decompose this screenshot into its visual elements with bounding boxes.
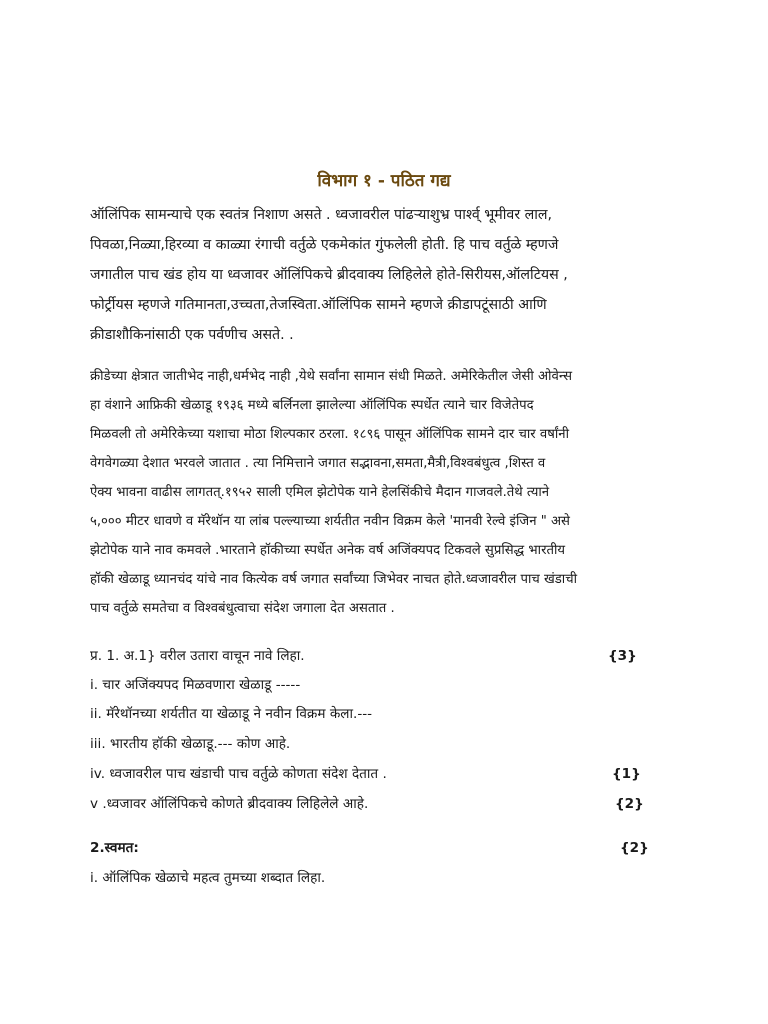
question-2-title: 2.स्वमत: [90, 840, 139, 856]
question-1-title: प्र. 1. अ.1} वरील उतारा वाचून नावे लिहा. [90, 648, 305, 664]
passage-line: जगातील पाच खंड होय या ध्वजावर ऑलिंपिकचे ब्रीदवाक्य लिहिलेले होते-सिरीयस,ऑलटियस , [90, 267, 568, 283]
passage-line: फोर्ट्रीयस म्हणजे गतिमानता,उच्चता,तेजस्विता.ऑलिंपिक सामने म्हणजे क्रीडापटूंसाठी आणि [90, 297, 547, 313]
passage-line: वेगवेगळ्या देशात भरवले जातात . त्या निमित्ताने जगात सद्भावना,समता,मैत्री,विश्वबंधुत्व ,शिस्त व [90, 456, 546, 471]
passage-line: ऑलिंपिक सामन्याचे एक स्वतंत्र निशाण असते . ध्वजावरील पांढऱ्याशुभ्र पार्श्व् भूमीवर लाल, [90, 207, 553, 223]
section-heading: विभाग १ - पठित गद्य [317, 171, 451, 191]
passage-line: क्रीडाशौकिनांसाठी एक पर्वणीच असते. . [90, 327, 294, 343]
passage-line: क्रीडेच्या क्षेत्रात जातीभेद नाही,धर्मभेद नाही ,येथे सर्वांना सामान संधी मिळते. अमेरिकेतील जेसी ओवेन्स [90, 369, 572, 384]
question-1-i: i. चार अजिंक्यपद मिळवणारा खेळाडू ----- [90, 677, 301, 693]
passage-paragraph-2 [90, 362, 690, 623]
question-1-iii: iii. भारतीय हॉकी खेळाडू.--- कोण आहे. [90, 736, 291, 752]
question-1-iv: iv. ध्वजावरील पाच खंडाची पाच वर्तुळे कोणता संदेश देतात . [90, 766, 387, 782]
question-2-i: i. ऑलिंपिक खेळाचे महत्व तुमच्या शब्दात लिहा. [90, 870, 326, 886]
question-1-marks: {3} [608, 648, 637, 664]
passage-line: हा वंशाने आफ्रिकी खेळाडू १९३६ मध्ये बर्लिनला झालेल्या ऑलिंपिक स्पर्धेत त्याने चार विजेतेपद [90, 398, 534, 413]
passage-line: झेटोपेक याने नाव कमवले .भारताने हॉकीच्या स्पर्धेत अनेक वर्ष अजिंक्यपद टिकवले सुप्रसिद्ध भारतीय [90, 543, 566, 558]
passage-line: पिवळा,निळ्या,हिरव्या व काळ्या रंगाची वर्तुळे एकमेकांत गुंफलेली होती. हि पाच वर्तुळे म्हणजे [90, 237, 559, 253]
passage-paragraph-1 [90, 200, 690, 350]
question-2-marks: {2} [620, 840, 649, 856]
passage-line: हॉकी खेळाडू ध्यानचंद यांचे नाव कित्येक वर्ष जगात सर्वांच्या जिभेवर नाचत होते.ध्वजावरील पाच खंडाची [90, 572, 578, 587]
question-1-iv-marks: {1} [612, 766, 641, 782]
passage-line: मिळवली तो अमेरिकेच्या यशाचा मोठा शिल्पकार ठरला. १८९६ पासून ऑलिंपिक सामने दार चार वर्षांनी [90, 427, 569, 442]
passage-line: पाच वर्तुळे समतेचा व विश्वबंधुत्वाचा संदेश जगाला देत असतात . [90, 601, 395, 616]
question-1-ii: ii. मॅरेथॉनच्या शर्यतीत या खेळाडू ने नवीन विक्रम केला.--- [90, 706, 373, 722]
passage-line: ५,००० मीटर धावणे व मॅरेथॉन या लांब पल्ल्याच्या शर्यतीत नवीन विक्रम केले 'मानवी रेल्वे इंजिन " असे [90, 514, 570, 529]
question-1-v: v .ध्वजावर ऑलिंपिकचे कोणते ब्रीदवाक्य लिहिलेले आहे. [90, 796, 369, 812]
question-1-v-marks: {2} [615, 796, 644, 812]
passage-line: ऐक्य भावना वाढीस लागतत्.१९५२ साली एमिल झेटोपेक याने हेलसिंकीचे मैदान गाजवले.तेथे त्याने [90, 485, 550, 500]
